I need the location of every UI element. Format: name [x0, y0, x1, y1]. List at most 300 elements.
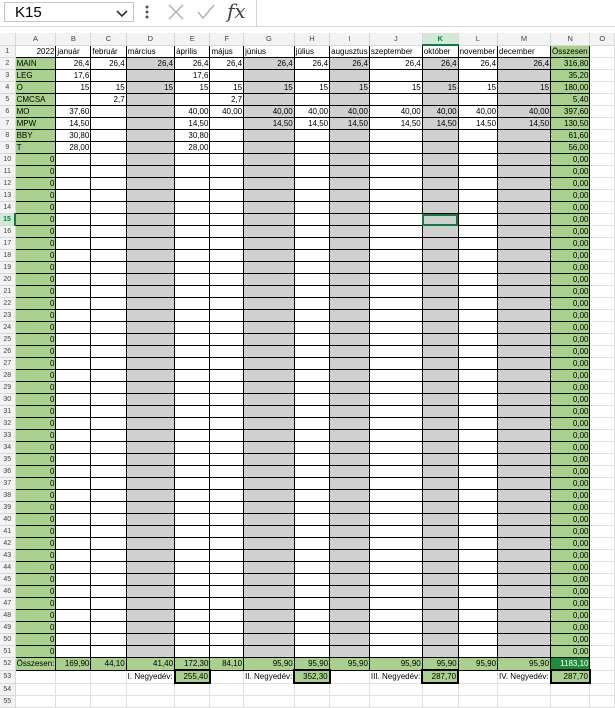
value-cell[interactable] [294, 598, 329, 610]
value-cell[interactable] [175, 334, 210, 346]
value-cell[interactable] [244, 238, 295, 250]
value-cell[interactable] [369, 238, 422, 250]
ticker-cell[interactable]: 0 [15, 250, 56, 262]
value-cell[interactable] [244, 286, 295, 298]
value-cell[interactable] [56, 346, 91, 358]
value-cell[interactable] [175, 370, 210, 382]
value-cell[interactable] [498, 298, 551, 310]
value-cell[interactable] [126, 526, 174, 538]
value-cell[interactable] [369, 310, 422, 322]
empty-cell[interactable] [422, 695, 458, 707]
empty-cell[interactable] [590, 334, 615, 346]
value-cell[interactable] [244, 538, 295, 550]
ticker-cell[interactable]: 0 [15, 310, 56, 322]
value-cell[interactable] [244, 430, 295, 442]
ticker-cell[interactable]: 0 [15, 610, 56, 622]
value-cell[interactable] [498, 382, 551, 394]
row-header[interactable]: 52 [0, 658, 15, 671]
value-cell[interactable] [91, 586, 126, 598]
value-cell[interactable] [210, 346, 244, 358]
value-cell[interactable] [175, 478, 210, 490]
empty-cell[interactable] [590, 490, 615, 502]
ticker-cell[interactable]: 0 [15, 430, 56, 442]
value-cell[interactable] [498, 262, 551, 274]
empty-cell[interactable] [590, 646, 615, 658]
value-cell[interactable] [91, 142, 126, 154]
value-cell[interactable] [458, 418, 497, 430]
row-header[interactable]: 17 [0, 238, 15, 250]
row-total-cell[interactable]: 0,00 [551, 358, 590, 370]
value-cell[interactable] [498, 526, 551, 538]
value-cell[interactable] [330, 178, 370, 190]
value-cell[interactable] [210, 238, 244, 250]
value-cell[interactable] [294, 286, 329, 298]
value-cell[interactable] [498, 646, 551, 658]
ticker-cell[interactable]: 0 [15, 538, 56, 550]
value-cell[interactable] [175, 226, 210, 238]
value-cell[interactable] [422, 490, 458, 502]
value-cell[interactable] [126, 514, 174, 526]
month-header-cell[interactable]: március [126, 45, 174, 58]
value-cell[interactable] [210, 226, 244, 238]
value-cell[interactable] [422, 478, 458, 490]
value-cell[interactable] [294, 478, 329, 490]
value-cell[interactable] [498, 94, 551, 106]
value-cell[interactable] [126, 94, 174, 106]
value-cell[interactable] [330, 502, 370, 514]
value-cell[interactable] [126, 142, 174, 154]
value-cell[interactable]: 40,00 [210, 106, 244, 118]
value-cell[interactable] [369, 190, 422, 202]
value-cell[interactable]: 15 [294, 82, 329, 94]
value-cell[interactable] [244, 442, 295, 454]
ticker-cell[interactable]: 0 [15, 394, 56, 406]
value-cell[interactable] [422, 94, 458, 106]
row-header[interactable]: 53 [0, 670, 15, 683]
empty-cell[interactable] [590, 142, 615, 154]
row-header[interactable]: 23 [0, 310, 15, 322]
value-cell[interactable] [458, 214, 497, 226]
value-cell[interactable] [330, 574, 370, 586]
value-cell[interactable] [422, 274, 458, 286]
column-header-b[interactable]: B [56, 33, 91, 45]
value-cell[interactable] [294, 142, 329, 154]
value-cell[interactable] [294, 334, 329, 346]
value-cell[interactable] [210, 622, 244, 634]
value-cell[interactable] [369, 574, 422, 586]
value-cell[interactable] [91, 574, 126, 586]
empty-cell[interactable] [56, 683, 91, 695]
empty-cell[interactable] [590, 322, 615, 334]
value-cell[interactable] [458, 490, 497, 502]
value-cell[interactable] [126, 466, 174, 478]
value-cell[interactable]: 15 [498, 82, 551, 94]
value-cell[interactable] [422, 586, 458, 598]
value-cell[interactable]: 40,00 [294, 106, 329, 118]
value-cell[interactable]: 26,4 [422, 58, 458, 70]
row-total-cell[interactable]: 0,00 [551, 562, 590, 574]
value-cell[interactable] [244, 526, 295, 538]
value-cell[interactable] [210, 574, 244, 586]
row-header[interactable]: 30 [0, 394, 15, 406]
value-cell[interactable] [330, 226, 370, 238]
value-cell[interactable] [175, 622, 210, 634]
row-total-cell[interactable]: 0,00 [551, 514, 590, 526]
row-header[interactable]: 54 [0, 683, 15, 695]
ticker-cell[interactable]: 0 [15, 502, 56, 514]
value-cell[interactable] [210, 70, 244, 82]
value-cell[interactable] [422, 382, 458, 394]
value-cell[interactable]: 26,4 [458, 58, 497, 70]
ticker-cell[interactable]: 0 [15, 454, 56, 466]
value-cell[interactable] [330, 514, 370, 526]
value-cell[interactable] [244, 358, 295, 370]
value-cell[interactable] [294, 538, 329, 550]
value-cell[interactable] [56, 394, 91, 406]
row-header[interactable]: 9 [0, 142, 15, 154]
row-total-cell[interactable]: 0,00 [551, 478, 590, 490]
value-cell[interactable] [175, 514, 210, 526]
row-header[interactable]: 43 [0, 550, 15, 562]
row-header[interactable]: 28 [0, 370, 15, 382]
value-cell[interactable] [498, 214, 551, 226]
value-cell[interactable] [91, 478, 126, 490]
empty-cell[interactable] [330, 683, 370, 695]
value-cell[interactable] [458, 238, 497, 250]
value-cell[interactable] [244, 622, 295, 634]
value-cell[interactable] [330, 370, 370, 382]
value-cell[interactable] [369, 274, 422, 286]
value-cell[interactable] [422, 370, 458, 382]
quarter-label[interactable]: II. Negyedév: [245, 672, 293, 681]
month-header-cell[interactable]: december [498, 45, 551, 58]
row-total-cell[interactable]: 0,00 [551, 634, 590, 646]
row-header[interactable]: 32 [0, 418, 15, 430]
ticker-cell[interactable]: LEG [15, 70, 56, 82]
value-cell[interactable] [294, 94, 329, 106]
value-cell[interactable] [498, 142, 551, 154]
value-cell[interactable] [330, 466, 370, 478]
value-cell[interactable] [294, 238, 329, 250]
value-cell[interactable] [458, 406, 497, 418]
row-header[interactable]: 45 [0, 574, 15, 586]
value-cell[interactable] [91, 298, 126, 310]
value-cell[interactable] [458, 622, 497, 634]
value-cell[interactable] [498, 238, 551, 250]
value-cell[interactable] [210, 214, 244, 226]
value-cell[interactable] [56, 646, 91, 658]
value-cell[interactable] [126, 370, 174, 382]
empty-cell[interactable] [590, 550, 615, 562]
value-cell[interactable] [244, 382, 295, 394]
value-cell[interactable] [422, 70, 458, 82]
value-cell[interactable] [175, 382, 210, 394]
ticker-cell[interactable]: CMCSA [15, 94, 56, 106]
month-total-cell[interactable]: 95,90 [458, 658, 497, 671]
value-cell[interactable] [458, 262, 497, 274]
row-total-cell[interactable]: 180,00 [551, 82, 590, 94]
value-cell[interactable] [498, 358, 551, 370]
value-cell[interactable]: 37,60 [56, 106, 91, 118]
row-total-cell[interactable]: 0,00 [551, 334, 590, 346]
empty-cell[interactable] [590, 514, 615, 526]
empty-cell[interactable] [458, 670, 497, 683]
row-header[interactable]: 4 [0, 82, 15, 94]
row-total-cell[interactable]: 0,00 [551, 214, 590, 226]
value-cell[interactable] [91, 226, 126, 238]
row-header[interactable]: 46 [0, 586, 15, 598]
value-cell[interactable] [91, 394, 126, 406]
value-cell[interactable] [330, 274, 370, 286]
value-cell[interactable] [210, 478, 244, 490]
value-cell[interactable] [91, 442, 126, 454]
value-cell[interactable] [244, 274, 295, 286]
value-cell[interactable] [210, 418, 244, 430]
value-cell[interactable] [330, 94, 370, 106]
value-cell[interactable] [91, 514, 126, 526]
value-cell[interactable] [422, 430, 458, 442]
total-header-cell[interactable]: Összesen [551, 45, 590, 58]
month-header-cell[interactable]: október [422, 45, 458, 58]
row-total-cell[interactable]: 0,00 [551, 430, 590, 442]
row-header[interactable]: 19 [0, 262, 15, 274]
value-cell[interactable] [175, 274, 210, 286]
value-cell[interactable] [126, 130, 174, 142]
value-cell[interactable] [330, 610, 370, 622]
value-cell[interactable] [422, 634, 458, 646]
empty-cell[interactable] [590, 382, 615, 394]
value-cell[interactable] [126, 322, 174, 334]
value-cell[interactable]: 26,4 [294, 58, 329, 70]
empty-cell[interactable] [590, 430, 615, 442]
row-total-cell[interactable]: 0,00 [551, 418, 590, 430]
value-cell[interactable] [498, 586, 551, 598]
value-cell[interactable] [294, 262, 329, 274]
row-header[interactable]: 55 [0, 695, 15, 707]
ticker-cell[interactable]: 0 [15, 418, 56, 430]
column-header-k[interactable]: K [422, 33, 458, 45]
empty-cell[interactable] [126, 695, 174, 707]
row-total-cell[interactable]: 0,00 [551, 574, 590, 586]
value-cell[interactable] [422, 598, 458, 610]
ticker-cell[interactable]: 0 [15, 238, 56, 250]
month-header-cell[interactable]: május [210, 45, 244, 58]
value-cell[interactable] [458, 646, 497, 658]
value-cell[interactable] [458, 610, 497, 622]
value-cell[interactable] [244, 370, 295, 382]
value-cell[interactable] [91, 250, 126, 262]
value-cell[interactable] [369, 562, 422, 574]
value-cell[interactable] [369, 382, 422, 394]
name-box[interactable] [4, 2, 134, 22]
value-cell[interactable] [294, 310, 329, 322]
value-cell[interactable] [294, 574, 329, 586]
value-cell[interactable] [458, 286, 497, 298]
month-header-cell[interactable]: augusztus [331, 46, 368, 56]
value-cell[interactable] [56, 598, 91, 610]
value-cell[interactable] [422, 322, 458, 334]
value-cell[interactable] [294, 382, 329, 394]
value-cell[interactable] [498, 502, 551, 514]
value-cell[interactable] [210, 322, 244, 334]
value-cell[interactable] [330, 418, 370, 430]
value-cell[interactable] [175, 538, 210, 550]
value-cell[interactable] [294, 526, 329, 538]
row-total-cell[interactable]: 0,00 [551, 538, 590, 550]
ticker-cell[interactable]: 0 [15, 622, 56, 634]
value-cell[interactable] [56, 334, 91, 346]
value-cell[interactable]: 26,4 [175, 58, 210, 70]
select-all-corner[interactable] [0, 33, 15, 45]
row-total-cell[interactable]: 0,00 [551, 310, 590, 322]
value-cell[interactable] [369, 202, 422, 214]
row-header[interactable]: 13 [0, 190, 15, 202]
empty-cell[interactable] [56, 670, 91, 683]
row-header[interactable]: 15 [0, 214, 15, 226]
value-cell[interactable] [210, 430, 244, 442]
value-cell[interactable]: 14,50 [498, 118, 551, 130]
value-cell[interactable] [330, 394, 370, 406]
row-header[interactable]: 5 [0, 94, 15, 106]
row-total-cell[interactable]: 0,00 [551, 442, 590, 454]
value-cell[interactable] [458, 334, 497, 346]
row-total-cell[interactable]: 316,80 [551, 58, 590, 70]
row-total-cell[interactable]: 0,00 [551, 466, 590, 478]
empty-cell[interactable] [590, 82, 615, 94]
value-cell[interactable] [126, 106, 174, 118]
value-cell[interactable] [244, 334, 295, 346]
value-cell[interactable] [175, 322, 210, 334]
row-header[interactable]: 12 [0, 178, 15, 190]
value-cell[interactable] [458, 298, 497, 310]
value-cell[interactable] [369, 586, 422, 598]
empty-cell[interactable] [590, 166, 615, 178]
row-total-cell[interactable]: 0,00 [551, 610, 590, 622]
value-cell[interactable] [498, 442, 551, 454]
empty-cell[interactable] [590, 502, 615, 514]
value-cell[interactable] [126, 502, 174, 514]
value-cell[interactable] [91, 646, 126, 658]
value-cell[interactable]: 15 [458, 82, 497, 94]
value-cell[interactable]: 17,6 [175, 70, 210, 82]
value-cell[interactable] [330, 478, 370, 490]
value-cell[interactable] [210, 442, 244, 454]
month-total-cell[interactable]: 95,90 [422, 658, 458, 671]
value-cell[interactable] [56, 586, 91, 598]
value-cell[interactable] [330, 250, 370, 262]
month-total-cell[interactable]: 44,10 [91, 658, 126, 671]
empty-cell[interactable] [175, 695, 210, 707]
value-cell[interactable] [56, 562, 91, 574]
empty-cell[interactable] [590, 598, 615, 610]
value-cell[interactable] [175, 298, 210, 310]
value-cell[interactable] [244, 394, 295, 406]
value-cell[interactable]: 15 [91, 82, 126, 94]
value-cell[interactable] [126, 550, 174, 562]
ticker-cell[interactable]: 0 [15, 526, 56, 538]
empty-cell[interactable] [590, 394, 615, 406]
value-cell[interactable] [458, 202, 497, 214]
value-cell[interactable] [498, 406, 551, 418]
value-cell[interactable] [294, 370, 329, 382]
value-cell[interactable] [126, 406, 174, 418]
row-header[interactable]: 7 [0, 118, 15, 130]
row-header[interactable]: 22 [0, 298, 15, 310]
value-cell[interactable] [330, 358, 370, 370]
value-cell[interactable] [498, 346, 551, 358]
value-cell[interactable] [294, 322, 329, 334]
value-cell[interactable] [56, 238, 91, 250]
value-cell[interactable] [498, 322, 551, 334]
value-cell[interactable] [330, 214, 370, 226]
value-cell[interactable] [498, 430, 551, 442]
column-header-m[interactable]: M [498, 33, 551, 45]
value-cell[interactable] [126, 454, 174, 466]
empty-cell[interactable] [458, 695, 497, 707]
value-cell[interactable] [56, 190, 91, 202]
row-header[interactable]: 16 [0, 226, 15, 238]
value-cell[interactable] [91, 490, 126, 502]
empty-cell[interactable] [590, 526, 615, 538]
value-cell[interactable]: 14,50 [458, 118, 497, 130]
value-cell[interactable] [244, 598, 295, 610]
value-cell[interactable] [91, 214, 126, 226]
value-cell[interactable] [422, 238, 458, 250]
row-total-cell[interactable]: 0,00 [551, 346, 590, 358]
value-cell[interactable] [458, 598, 497, 610]
value-cell[interactable] [458, 370, 497, 382]
value-cell[interactable] [422, 358, 458, 370]
value-cell[interactable] [126, 622, 174, 634]
empty-cell[interactable] [126, 683, 174, 695]
value-cell[interactable] [330, 454, 370, 466]
row-total-cell[interactable]: 0,00 [551, 226, 590, 238]
value-cell[interactable] [498, 190, 551, 202]
value-cell[interactable] [422, 334, 458, 346]
value-cell[interactable] [91, 310, 126, 322]
value-cell[interactable] [210, 286, 244, 298]
empty-cell[interactable] [56, 695, 91, 707]
ticker-cell[interactable]: 0 [15, 370, 56, 382]
value-cell[interactable] [369, 178, 422, 190]
row-total-cell[interactable]: 5,40 [551, 94, 590, 106]
value-cell[interactable] [91, 430, 126, 442]
value-cell[interactable] [369, 142, 422, 154]
row-header[interactable]: 26 [0, 346, 15, 358]
column-header-h[interactable]: H [294, 33, 329, 45]
value-cell[interactable] [56, 502, 91, 514]
value-cell[interactable]: 28,00 [175, 142, 210, 154]
ticker-cell[interactable]: 0 [15, 586, 56, 598]
value-cell[interactable]: 14,50 [369, 118, 422, 130]
ticker-cell[interactable]: 0 [15, 346, 56, 358]
row-total-cell[interactable]: 0,00 [551, 586, 590, 598]
empty-cell[interactable] [590, 670, 615, 683]
value-cell[interactable]: 14,50 [294, 118, 329, 130]
value-cell[interactable] [369, 478, 422, 490]
cancel-icon[interactable] [167, 3, 185, 21]
empty-cell[interactable] [15, 695, 56, 707]
value-cell[interactable] [458, 574, 497, 586]
empty-cell[interactable] [590, 586, 615, 598]
ticker-cell[interactable]: 0 [15, 166, 56, 178]
ticker-cell[interactable]: 0 [15, 442, 56, 454]
value-cell[interactable] [422, 610, 458, 622]
value-cell[interactable] [91, 634, 126, 646]
value-cell[interactable] [56, 286, 91, 298]
empty-cell[interactable] [590, 262, 615, 274]
value-cell[interactable] [126, 262, 174, 274]
